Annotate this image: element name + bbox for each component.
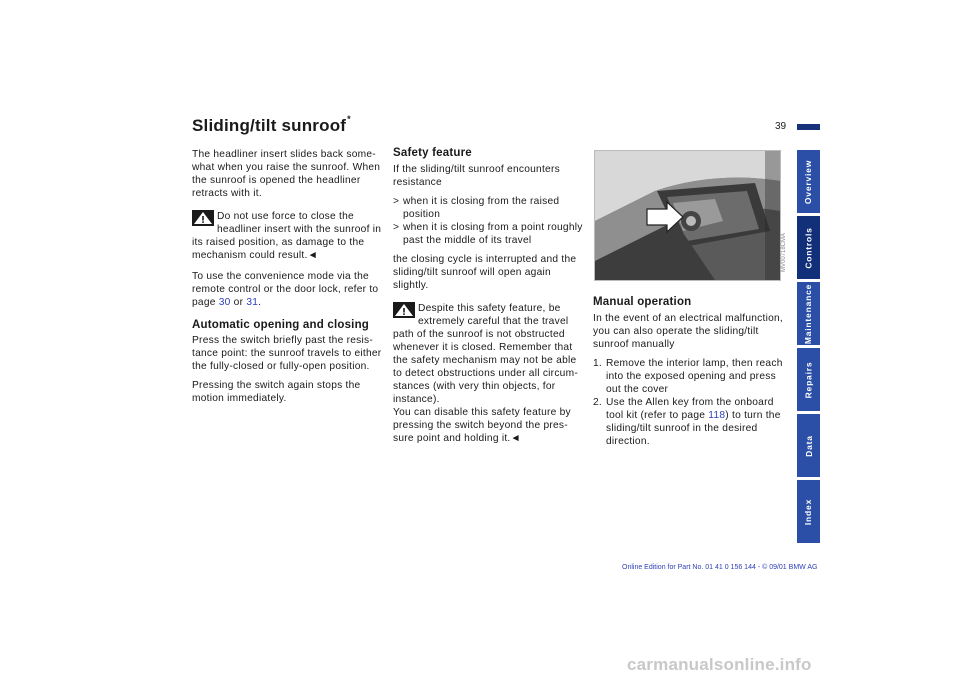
convenience-paragraph (192, 270, 384, 309)
sunroof-photo (594, 150, 781, 281)
safety-warning-rest: path of the sunroof is not obstructed whenever it is closed. Remember that the safety mechanism may not be able to detect obstructions under all circum-stances (with very thin objects, for instance). (393, 329, 578, 405)
warning-triangle-icon (192, 210, 214, 226)
warning-text-first: Do not use force to close the headliner insert with the sunroof in (217, 211, 382, 235)
manual-intro: In the event of an electrical malfunction, you can also operate the sliding/tilt sunroof manually (593, 313, 784, 350)
tab-index[interactable] (797, 480, 820, 543)
tab-label: Overview (803, 159, 814, 204)
automatic-paragraph: Press the switch briefly past the resis-tance point: the sunroof travels to either the fully-closed or fully-open position. (192, 335, 382, 372)
safety-intro: If the sliding/tilt sunroof encounters resistance (393, 164, 560, 188)
watermark-text: carmanualsonline.info (627, 655, 812, 674)
safety-warning-first: Despite this safety feature, be extremely careful that the travel (418, 303, 569, 327)
tab-repairs[interactable] (797, 348, 820, 411)
warning-triangle-icon (393, 302, 415, 318)
list-item (393, 221, 583, 247)
bullet-mark: > (393, 196, 400, 207)
automatic-heading: Automatic opening and closing (192, 319, 370, 331)
page-title (192, 116, 351, 136)
step2-text: Use the Allen key from the onboard tool kit (refer to page (606, 397, 774, 421)
warning-note (192, 210, 384, 262)
photo-code: MV00718CMA (781, 232, 787, 272)
tab-maintenance[interactable] (797, 282, 820, 345)
bullet-mark: > (393, 222, 400, 233)
safety-warning-note (393, 302, 583, 445)
list-item (393, 195, 583, 221)
step2-text-end: ) to turn the sliding/tilt sunroof in the desired direction. (606, 410, 781, 447)
column-2 (393, 147, 583, 445)
convenience-text: To use the convenience mode via the remote control or the door lock, refer to page (192, 271, 379, 308)
title-asterisk: * (347, 114, 351, 124)
tab-label: Maintenance (803, 283, 814, 344)
tab-controls[interactable] (797, 216, 820, 279)
tab-label: Index (803, 498, 814, 525)
step-text (606, 396, 785, 448)
safety-heading: Safety feature (393, 147, 472, 159)
safety-warning-disable: You can disable this safety feature by pressing the switch beyond the pres-sure point and holding it.◄ (393, 407, 571, 444)
warning-text-rest: its raised position, as damage to the mechanism could result.◄ (192, 237, 365, 261)
list-item (593, 396, 785, 448)
page-link-30[interactable]: 30 (218, 297, 231, 308)
tab-label: Controls (803, 226, 814, 269)
bullet-text: when it is closing from a point roughly past the middle of its travel (403, 222, 583, 246)
sunroof-mechanism-illustration (595, 151, 780, 280)
tab-label: Repairs (803, 361, 814, 398)
stop-paragraph: Pressing the switch again stops the motion immediately. (192, 380, 361, 404)
step-number: 2. (593, 397, 602, 408)
interrupt-paragraph: the closing cycle is interrupted and the sliding/tilt sunroof will open again slightly. (393, 254, 577, 291)
footer-edition: Online Edition for Part No. 01 41 0 156 144 - © 09/01 BMW AG (622, 564, 818, 571)
manual-heading: Manual operation (593, 296, 692, 308)
convenience-period: . (258, 297, 262, 308)
bullet-text: when it is closing from the raised position (403, 196, 560, 220)
tab-data[interactable] (797, 414, 820, 477)
convenience-or: or (230, 297, 247, 308)
intro-paragraph: The headliner insert slides back some-what when you raise the sunroof. When the sunroof is opened the headliner retracts with it. (192, 149, 381, 199)
list-item (593, 357, 785, 396)
step-number: 1. (593, 358, 602, 369)
page-number-bar (797, 124, 820, 130)
column-3 (593, 296, 785, 448)
title-text: Sliding/tilt sunroof (192, 116, 347, 135)
page-link-31[interactable]: 31 (246, 297, 259, 308)
step-text: Remove the interior lamp, then reach into the exposed opening and press out the cover (606, 358, 783, 395)
page-number: 39 (775, 121, 787, 132)
page-link-118[interactable]: 118 (708, 410, 726, 421)
column-1 (192, 148, 384, 411)
tab-label: Data (803, 434, 814, 457)
tab-overview[interactable] (797, 150, 820, 213)
